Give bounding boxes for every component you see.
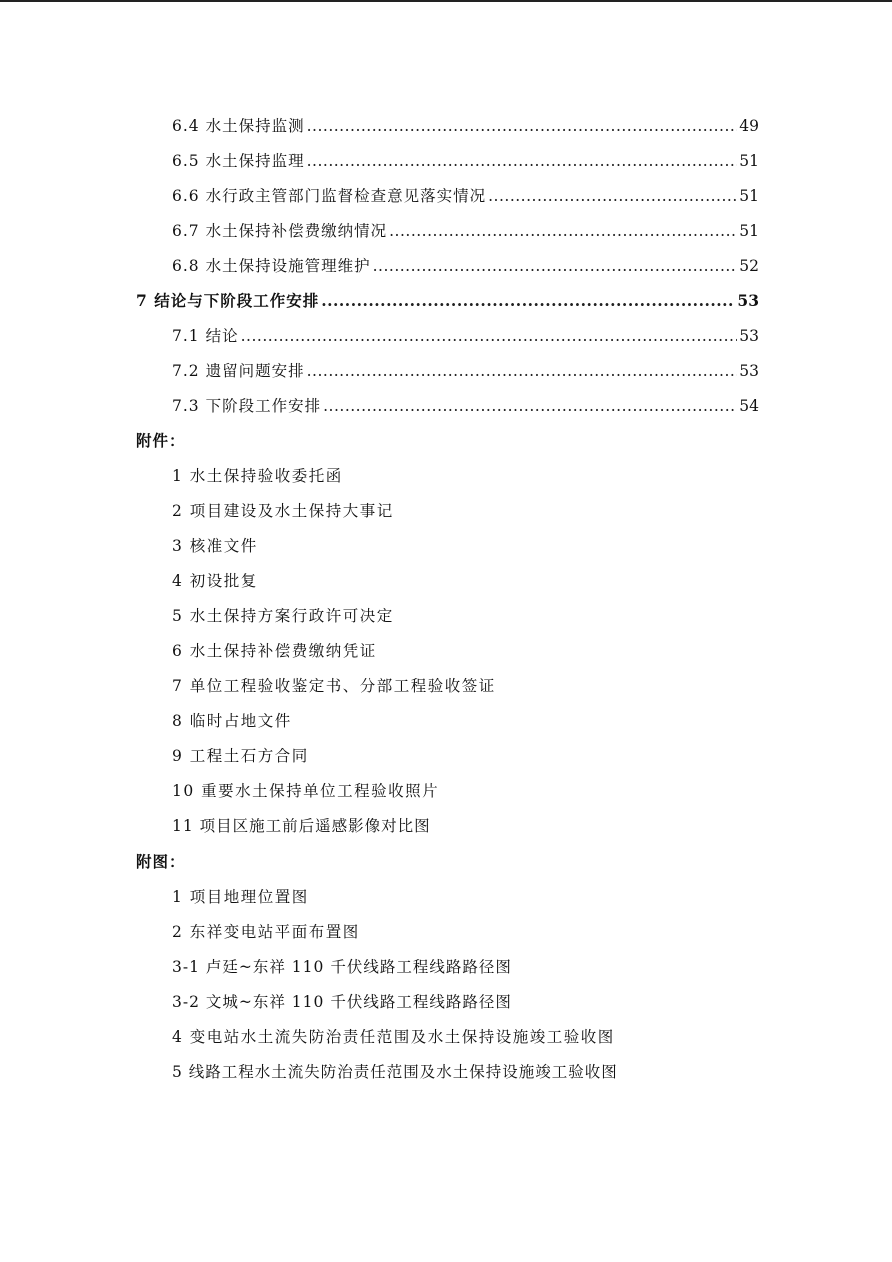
attachment-item: 9 工程土石方合同	[172, 747, 309, 765]
toc-leader-dots	[488, 184, 737, 208]
toc-page-number: 53	[737, 291, 759, 310]
toc-leader-dots	[307, 149, 738, 173]
toc-number: 7.1	[172, 327, 200, 345]
toc-page-number: 51	[739, 152, 759, 170]
toc-title: 水土保持设施管理维护	[205, 257, 371, 275]
attachment-item: 5 水土保持方案行政许可决定	[172, 607, 394, 625]
toc-number: 6.7	[172, 222, 200, 240]
figure-item: 5 线路工程水土流失防治责任范围及水土保持设施竣工验收图	[172, 1063, 618, 1081]
attachment-item: 3 核准文件	[172, 537, 258, 555]
toc-entry-7-1[interactable]	[172, 324, 759, 348]
attachment-item: 8 临时占地文件	[172, 712, 292, 730]
toc-title: 水土保持监测	[205, 117, 305, 135]
attachment-item: 7 单位工程验收鉴定书、分部工程验收签证	[172, 677, 496, 695]
figure-item: 3-1 卢廷~东祥 110 千伏线路工程线路路径图	[172, 958, 512, 976]
figure-item: 1 项目地理位置图	[172, 888, 309, 906]
toc-title: 水土保持监理	[205, 152, 305, 170]
attachment-item: 6 水土保持补偿费缴纳凭证	[172, 642, 377, 660]
attachment-item: 10 重要水土保持单位工程验收照片	[172, 782, 440, 800]
toc-number: 6.5	[172, 152, 200, 170]
toc-title: 下阶段工作安排	[205, 397, 322, 415]
toc-leader-dots	[241, 324, 738, 348]
toc-leader-dots	[307, 359, 738, 383]
toc-leader-dots	[389, 219, 737, 243]
figures-heading: 附图：	[136, 852, 186, 871]
toc-title: 水行政主管部门监督检查意见落实情况	[205, 187, 487, 205]
toc-entry-6-8[interactable]	[172, 254, 759, 278]
toc-entry-6-4[interactable]	[172, 114, 759, 138]
toc-leader-dots	[321, 289, 735, 313]
attachment-item: 4 初设批复	[172, 572, 258, 590]
toc-entry-7-3[interactable]	[172, 394, 759, 418]
toc-title: 结论	[205, 327, 239, 345]
toc-number: 7.2	[172, 362, 200, 380]
toc-number: 7.3	[172, 397, 200, 415]
figure-item: 2 东祥变电站平面布置图	[172, 923, 360, 941]
figure-item: 3-2 文城~东祥 110 千伏线路工程线路路径图	[172, 993, 512, 1011]
toc-number: 6.4	[172, 117, 200, 135]
toc-entry-6-5[interactable]	[172, 149, 759, 173]
toc-entry-7-2[interactable]	[172, 359, 759, 383]
toc-entry-6-6[interactable]	[172, 184, 759, 208]
toc-page-number: 52	[739, 257, 759, 275]
figure-item: 4 变电站水土流失防治责任范围及水土保持设施竣工验收图	[172, 1028, 615, 1046]
toc-entry-6-7[interactable]	[172, 219, 759, 243]
toc-number: 7	[136, 291, 148, 310]
toc-title: 水土保持补偿费缴纳情况	[205, 222, 388, 240]
toc-page-number: 51	[739, 222, 759, 240]
toc-page-number: 54	[739, 397, 759, 415]
attachments-heading: 附件：	[136, 431, 186, 450]
toc-page-number: 51	[739, 187, 759, 205]
toc-leader-dots	[373, 254, 738, 278]
toc-page-number: 53	[739, 327, 759, 345]
toc-leader-dots	[323, 394, 737, 418]
attachment-item: 2 项目建设及水土保持大事记	[172, 502, 394, 520]
toc-title: 遗留问题安排	[205, 362, 305, 380]
toc-number: 6.6	[172, 187, 200, 205]
toc-page-number: 53	[739, 362, 759, 380]
toc-number: 6.8	[172, 257, 200, 275]
toc-leader-dots	[307, 114, 738, 138]
toc-title: 结论与下阶段工作安排	[154, 291, 320, 310]
toc-entry-7[interactable]	[136, 289, 759, 313]
toc-page-number: 49	[739, 117, 759, 135]
attachment-item: 1 水土保持验收委托函	[172, 467, 343, 485]
attachment-item: 11 项目区施工前后遥感影像对比图	[172, 817, 431, 835]
